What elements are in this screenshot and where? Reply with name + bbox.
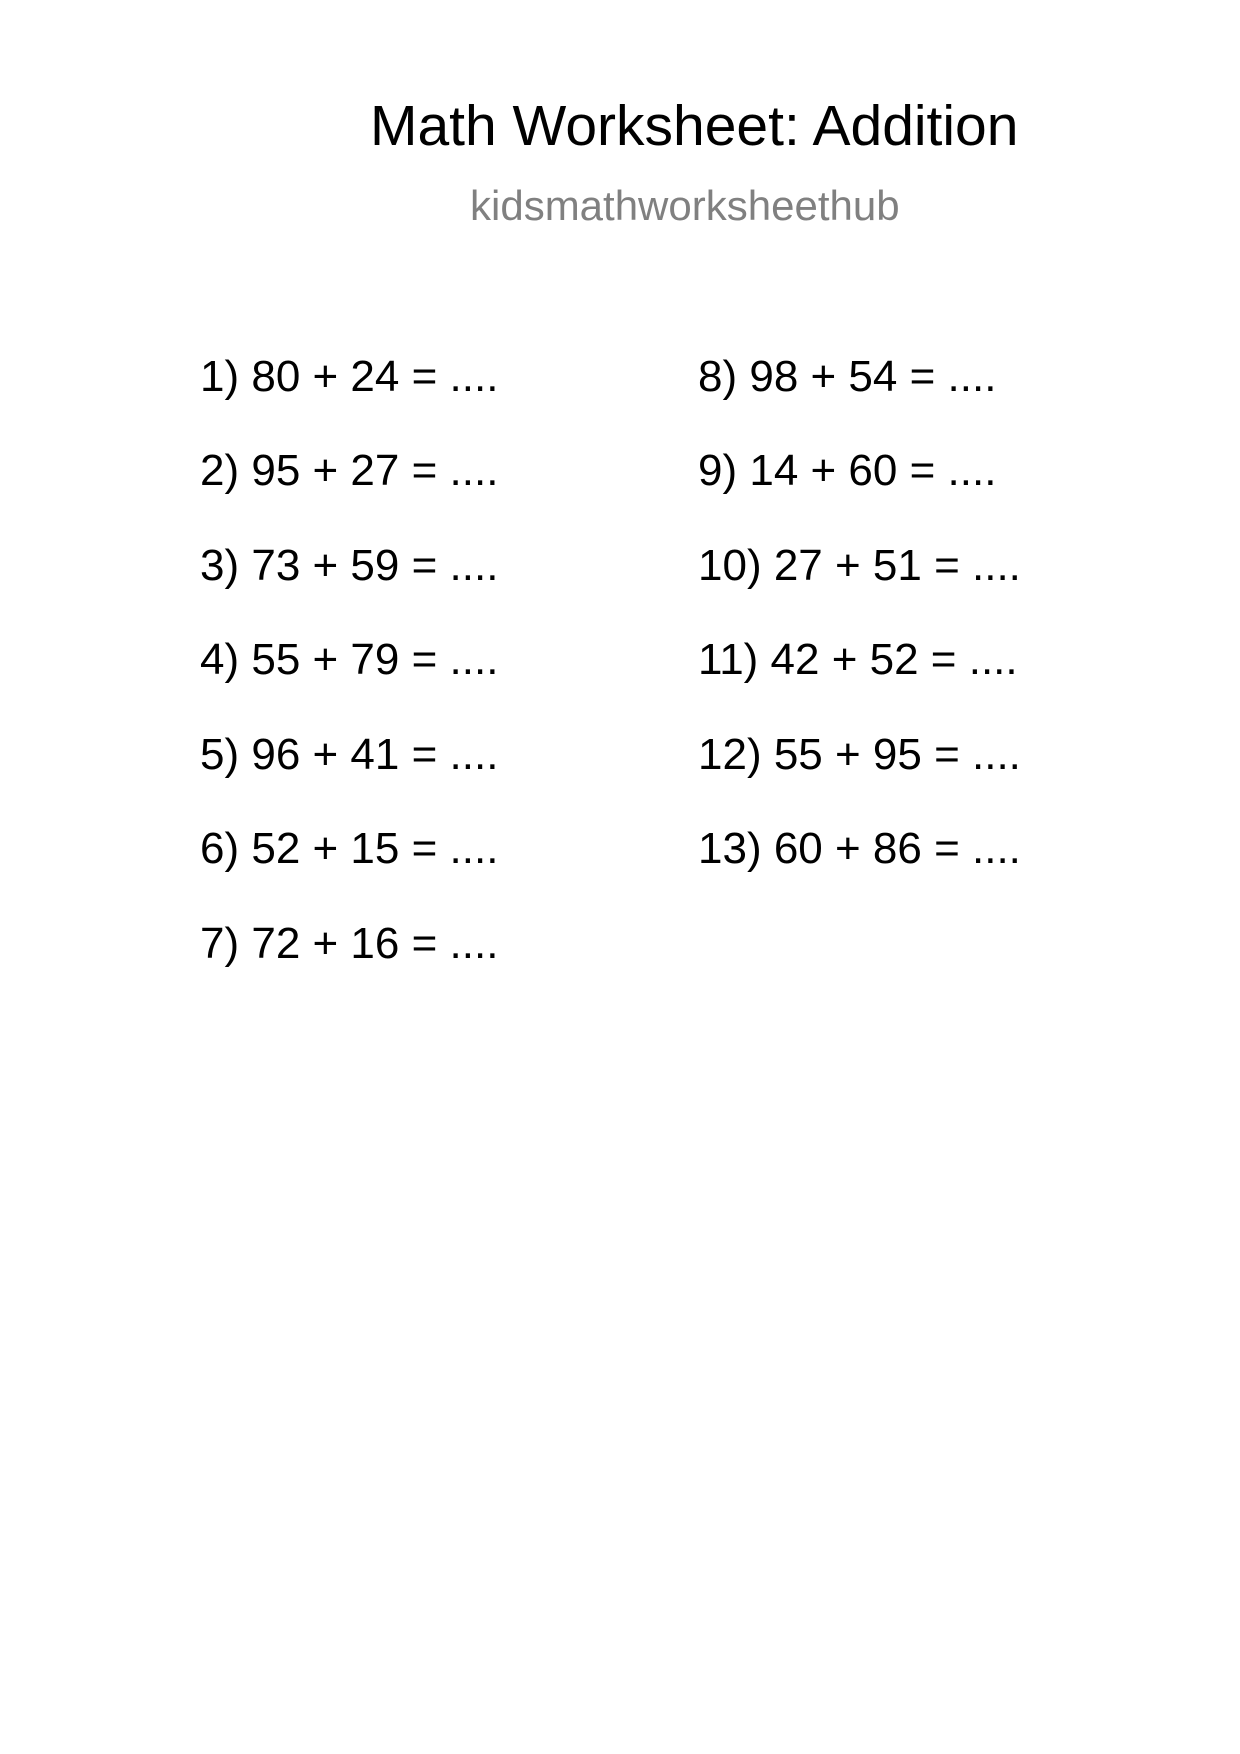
problem-item: 7) 72 + 16 = .... <box>200 919 499 968</box>
problem-item: 9) 14 + 60 = .... <box>698 446 997 495</box>
problem-item: 12) 55 + 95 = .... <box>698 730 1021 779</box>
problem-item: 8) 98 + 54 = .... <box>698 352 997 401</box>
problem-item: 3) 73 + 59 = .... <box>200 541 499 590</box>
problem-item: 6) 52 + 15 = .... <box>200 824 499 873</box>
problem-item: 13) 60 + 86 = .... <box>698 824 1021 873</box>
page-subtitle: kidsmathworksheethub <box>470 182 900 229</box>
problem-item: 4) 55 + 79 = .... <box>200 635 499 684</box>
problem-item: 10) 27 + 51 = .... <box>698 541 1021 590</box>
problem-item: 2) 95 + 27 = .... <box>200 446 499 495</box>
problem-item: 1) 80 + 24 = .... <box>200 352 499 401</box>
problem-item: 5) 96 + 41 = .... <box>200 730 499 779</box>
problem-item: 11) 42 + 52 = .... <box>698 635 1018 684</box>
page-title: Math Worksheet: Addition <box>370 94 1019 158</box>
